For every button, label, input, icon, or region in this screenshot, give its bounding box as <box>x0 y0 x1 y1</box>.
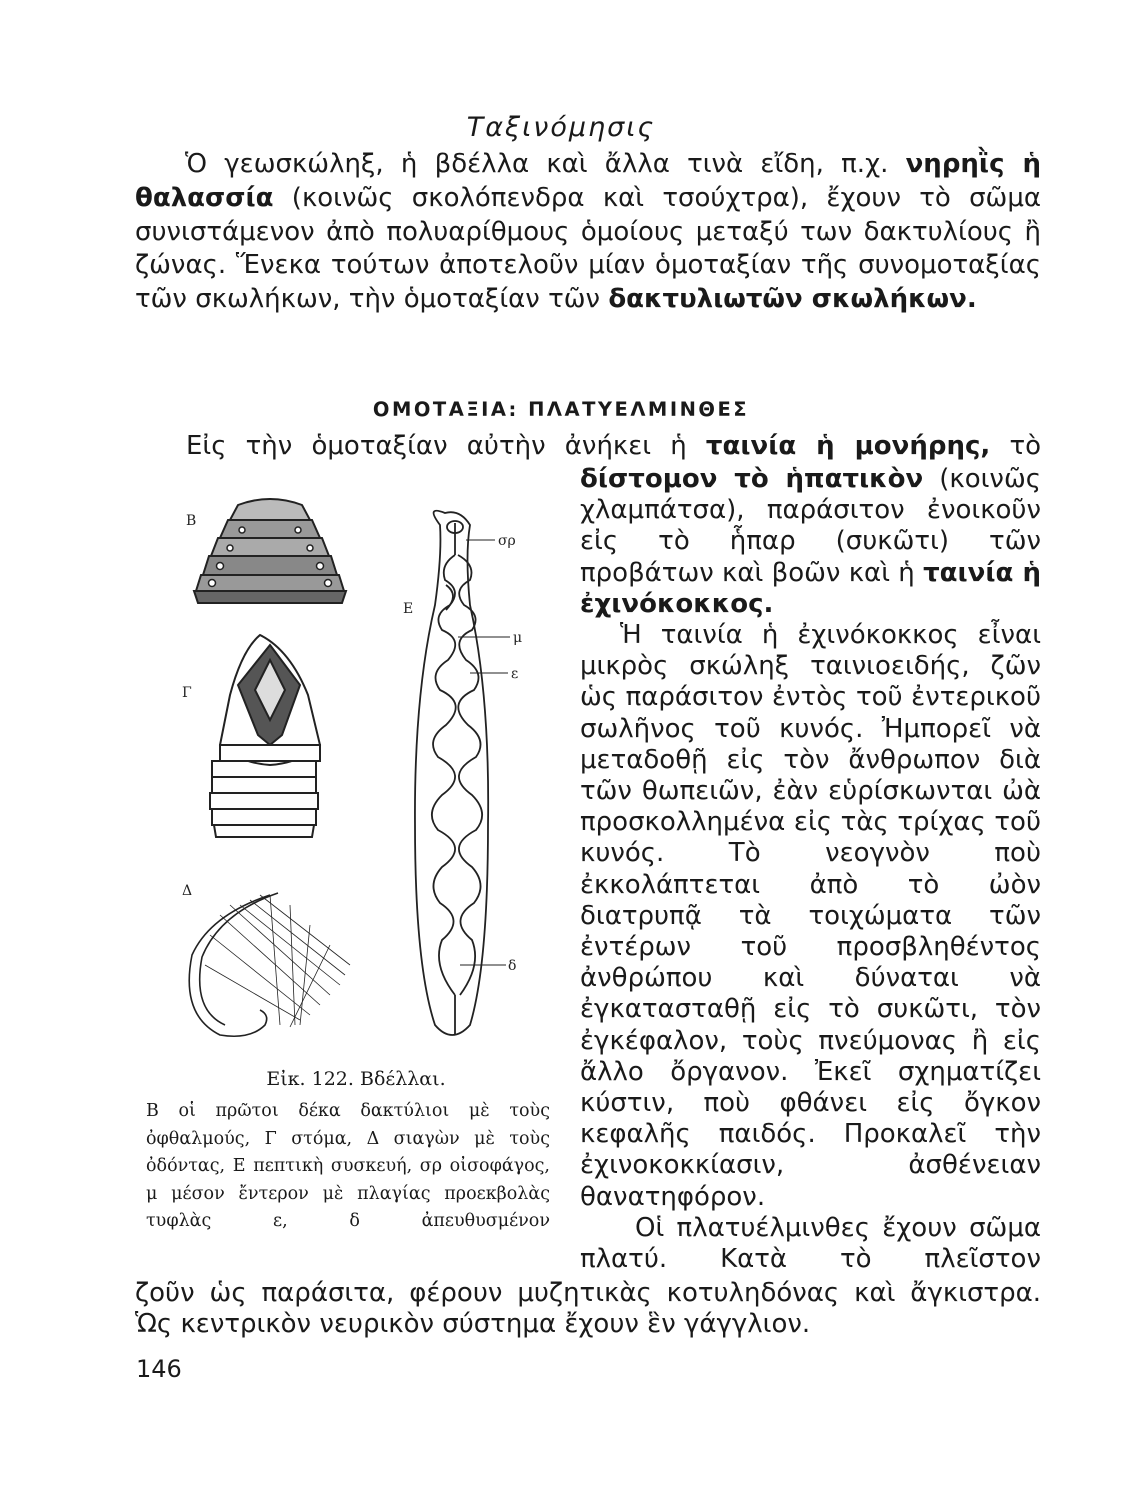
label-sr: σρ <box>498 533 516 549</box>
figure-title: Εἰκ. 122. Βδέλλαι. <box>266 1068 446 1090</box>
flatworms-paragraph-1 <box>580 464 1041 620</box>
bottom-line-1: ζοῦν ὡς παράσιτα, φέρουν μυζητικὰς κοτυληδόνας καὶ ἄγκιστρα. <box>135 1278 1041 1308</box>
label-G: Γ <box>182 685 192 701</box>
leech-figure <box>170 495 550 1055</box>
bottom-line-2: Ὡς κεντρικὸν νευρικὸν σύστημα ἔχουν ἓν γάγγλιον. <box>135 1309 811 1340</box>
figure-leader-lines <box>458 540 510 965</box>
label-d: δ <box>508 958 517 974</box>
bold-taenia-solium: ταινία ἡ μονήρης, <box>705 431 991 461</box>
label-E: Ε <box>403 601 414 617</box>
intro-bold-nereis: νηρηῒς ἡ θαλασσία <box>135 149 1042 213</box>
page-number: 146 <box>136 1355 182 1383</box>
bold-echinococcus: ταινία ἡ ἐχινόκοκκος. <box>580 557 1041 619</box>
line1-text: Εἰς τὴν ὁμοταξίαν αὐτὴν ἀνήκει ἡ <box>186 431 706 461</box>
label-e: ε <box>511 666 519 682</box>
leech-mouth-drawing <box>210 635 320 837</box>
intro-text-1: Ὁ γεωσκώληξ, ἡ βδέλλα καὶ ἄλλα τινὰ εἴδη, π.χ. <box>185 149 906 179</box>
flatworms-first-line <box>186 430 1041 463</box>
section-heading: Ταξινόμησις <box>466 112 656 143</box>
flatworms-paragraph-3 <box>580 1213 1041 1275</box>
figure-caption: Β οἱ πρῶτοι δέκα δακτύλιοι μὲ τοὺς ὀφθαλμούς, Γ στόμα, Δ σιαγὼν μὲ τοὺς ὀδόντας, Ε πεπτικὴ συσκευή, σρ οἰσοφάγος, μ μέσον ἔντερον μὲ πλαγίας προεκβολὰς τυφλὰς ε, δ ἀπευθυσμένον <box>146 1101 550 1231</box>
intro-paragraph <box>135 148 1041 317</box>
label-D: Δ <box>182 883 193 899</box>
bold-fasciola: δίστομον τὸ ἡπατικὸν <box>580 464 924 494</box>
label-m: μ <box>513 630 523 646</box>
intro-text-2: (κοινῶς σκολόπενδρα καὶ τσούχτρα), ἔχουν τὸ σῶμα συνιστάμενον ἀπὸ πολυαρίθμους ὁμοίους μεταξύ των δακτυλίους ἢ ζώνας. Ἕνεκα τούτων ἀποτελοῦν μίαν ὁμοταξίαν τῆς συνομοταξίας τῶν σκωλήκων, τὴν ὁμοταξίαν τῶν <box>135 182 1041 315</box>
leech-rings-drawing <box>194 499 346 603</box>
flatworms-column-text <box>580 464 1041 1275</box>
echinococcus-text: Ἡ ταινία ἡ ἐχινόκοκκος εἶναι μικρὸς σκώληξ ταινιοειδής, ζῶν ὡς παράσιτον ἐντὸς τοῦ ἐντερικοῦ σωλῆνος τοῦ κυνός. Ἠμπορεῖ νὰ μεταδοθῇ εἰς τὸν ἄνθρωπον διὰ τῶν θωπειῶν, ἐὰν εὑρίσκωνται ὠὰ προσκολλημένα εἰς τὰς τρίχας τοῦ κυνός. Τὸ νεογνὸν ποὺ ἐκκολάπτεται ἀπὸ τὸ ὠὸν διατρυπᾷ τὰ τοιχώματα τῶν ἐντέρων τοῦ προσβληθέντος ἀνθρώπου καὶ δύναται νὰ ἐγκατασταθῇ εἰς τὸ συκῶτι, τὸν ἐγκέφαλον, τοὺς πνεύμονας ἢ εἰς ἄλλο ὄργανον. Ἐκεῖ σχηματίζει κύστιν, ποὺ φθάνει εἰς ὄγκον κεφαλῆς παιδός. Προκαλεῖ τὴν ἐχινοκοκκίασιν, ἀσθένειαν θανατηφόρον. <box>580 620 1041 1212</box>
leech-jaw-drawing <box>189 893 350 1036</box>
intro-bold-annelids: δακτυλιωτῶν σκωλήκων. <box>608 284 977 315</box>
flatworms-bottom-lines <box>135 1278 1041 1340</box>
class-heading: ΟΜΟΤΑΞΙΑ: ΠΛΑΤΥΕΛΜΙΝΘΕΣ <box>372 398 750 421</box>
label-B: Β <box>186 513 197 529</box>
flatworms-paragraph-2 <box>580 620 1041 1213</box>
leech-digestive-drawing <box>415 511 488 1035</box>
flatworms-body-text: Οἱ πλατυέλμινθες ἔχουν σῶμα πλατύ. Κατὰ τὸ πλεῖστον <box>580 1212 1041 1275</box>
line1-end: τὸ <box>990 431 1041 461</box>
fasciola-text: (κοινῶς χλαμπάτσα), παράσιτον ἐνοικοῦν εἰς τὸ ἧπαρ (συκῶτι) τῶν προβάτων καὶ βοῶν καὶ ἡ <box>580 464 1041 588</box>
